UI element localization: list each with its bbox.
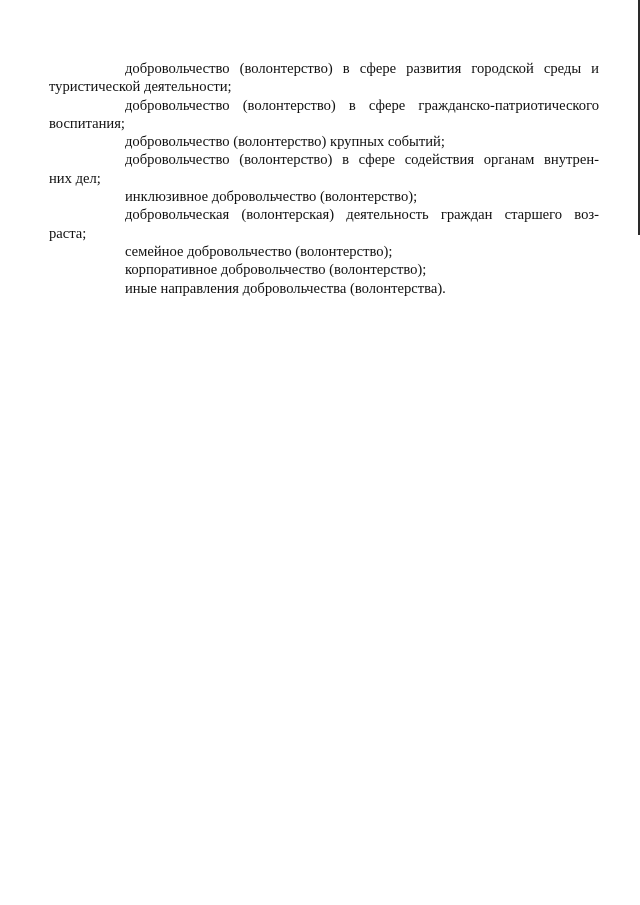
list-item-line: добровольчество (волонтерство) в сфере гражданско-патриотического: [125, 97, 599, 114]
list-item: [87, 261, 599, 279]
list-item-line: иные направления добровольчества (волонтерства).: [125, 280, 446, 297]
list-item-line: добровольческая (волонтерская) деятельность граждан старшего воз-: [125, 207, 599, 224]
list-item: [49, 97, 599, 134]
list-item: [49, 151, 599, 188]
list-item-line: корпоративное добровольчество (волонтерство);: [125, 262, 427, 279]
list-item-line: раста;: [49, 225, 87, 242]
list-item-line: них дел;: [49, 170, 101, 187]
list-item-line: воспитания;: [49, 115, 125, 132]
list-item: [49, 206, 599, 243]
list-item: [87, 243, 599, 261]
list-item-line: добровольчество (волонтерство) крупных событий;: [125, 134, 445, 151]
volunteering-directions-list: [49, 60, 599, 298]
list-item: [87, 280, 599, 298]
list-item-line: инклюзивное добровольчество (волонтерство);: [125, 189, 418, 206]
list-item-line: добровольчество (волонтерство) в сфере развития городской среды и: [125, 61, 599, 77]
list-item-line: туристической деятельности;: [49, 79, 232, 96]
list-item: [87, 133, 599, 151]
list-item: [49, 60, 599, 97]
list-item: [87, 188, 599, 206]
list-item-line: добровольчество (волонтерство) в сфере содействия органам внутрен-: [125, 152, 599, 169]
list-item-line: семейное добровольчество (волонтерство);: [125, 243, 393, 260]
